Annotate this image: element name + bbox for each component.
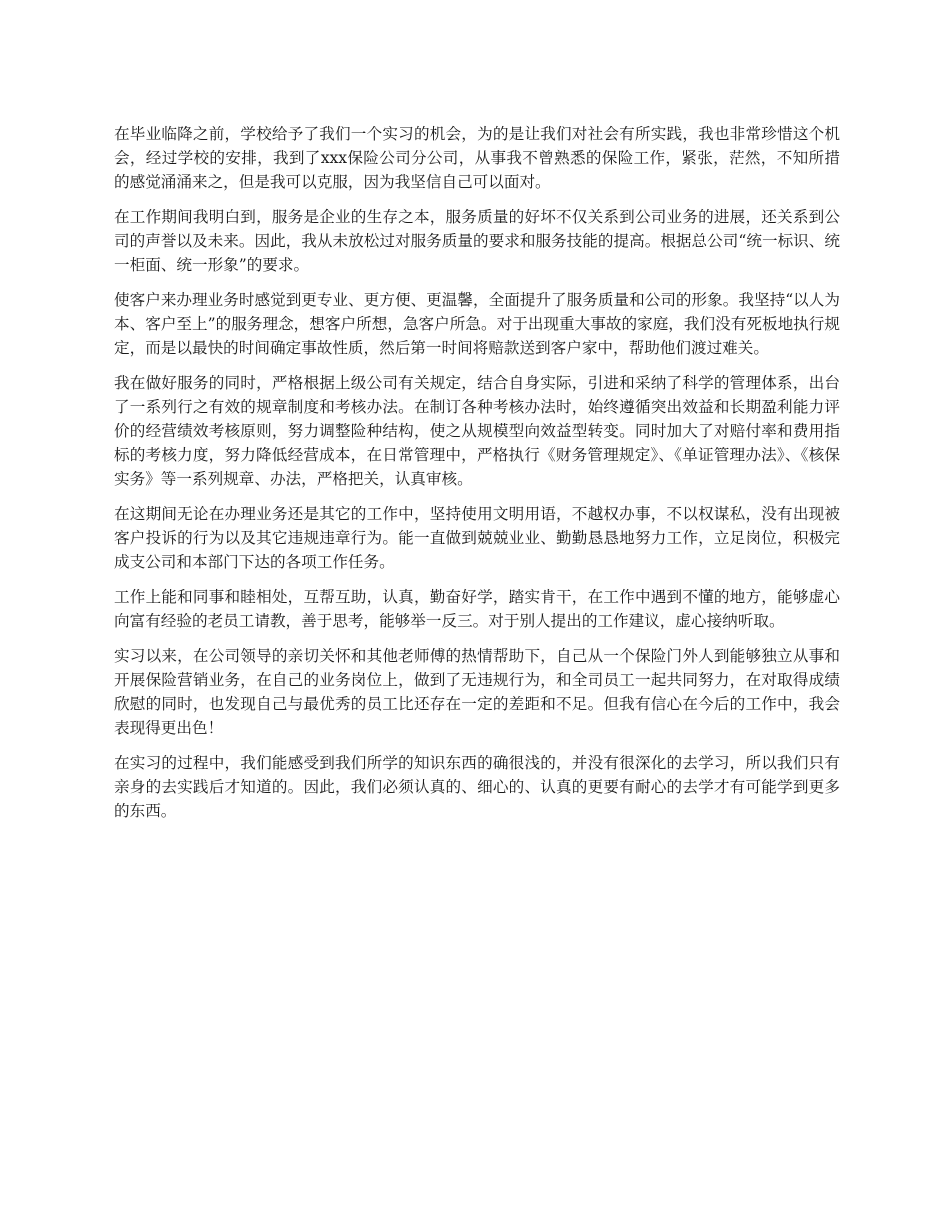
paragraph-2: 在工作期间我明白到，服务是企业的生存之本，服务质量的好坏不仅关系到公司业务的进展，还关系到公司的声誉以及未来。因此，我从未放松过对服务质量的要求和服务技能的提高。根据总公司“统一标识、统一柜面、统一形象”的要求。 — [114, 208, 840, 274]
document-page — [114, 122, 840, 834]
paragraph-3: 使客户来办理业务时感觉到更专业、更方便、更温馨，全面提升了服务质量和公司的形象。我坚持“以人为本、客户至上”的服务理念，想客户所想，急客户所急。对于出现重大事故的家庭，我们没有死板地执行规定，而是以最快的时间确定事故性质，然后第一时间将赔款送到客户家中，帮助他们渡过难关。 — [114, 291, 840, 357]
paragraph-7: 实习以来，在公司领导的亲切关怀和其他老师傅的热情帮助下，自己从一个保险门外人到能够独立从事和开展保险营销业务，在自己的业务岗位上，做到了无违规行为，和全司员工一起共同努力，在对取得成绩欣慰的同时，也发现自己与最优秀的员工比还存在一定的差距和不足。但我有信心在今后的工作中，我会表现得更出色！ — [114, 647, 840, 737]
paragraph-1: 在毕业临降之前，学校给予了我们一个实习的机会，为的是让我们对社会有所实践，我也非常珍惜这个机会，经过学校的安排，我到了xxx保险公司分公司，从事我不曾熟悉的保险工作，紧张，茫然，不知所措的感觉涌涌来之，但是我可以克服，因为我坚信自己可以面对。 — [114, 125, 840, 191]
paragraph-6: 工作上能和同事和睦相处，互帮互助，认真，勤奋好学，踏实肯干，在工作中遇到不懂的地方，能够虚心向富有经验的老员工请教，善于思考，能够举一反三。对于别人提出的工作建议，虚心接纳听取。 — [114, 588, 840, 630]
paragraph-8: 在实习的过程中，我们能感受到我们所学的知识东西的确很浅的，并没有很深化的去学习，所以我们只有亲身的去实践后才知道的。因此，我们必须认真的、细心的、认真的更要有耐心的去学才有可能学到更多的东西。 — [114, 754, 840, 820]
paragraph-4: 我在做好服务的同时，严格根据上级公司有关规定，结合自身实际，引进和采纳了科学的管理体系，出台了一系列行之有效的规章制度和考核办法。在制订各种考核办法时，始终遵循突出效益和长期盈利能力评价的经营绩效考核原则，努力调整险种结构，使之从规模型向效益型转变。同时加大了对赔付率和费用指标的考核力度，努力降低经营成本，在日常管理中，严格执行《财务管理规定》、《单证管理办法》、《核保实务》等一系列规章、办法，严格把关，认真审核。 — [114, 374, 840, 488]
paragraph-5: 在这期间无论在办理业务还是其它的工作中，坚持使用文明用语，不越权办事，不以权谋私，没有出现被客户投诉的行为以及其它违规违章行为。能一直做到兢兢业业、勤勤恳恳地努力工作，立足岗位，积极完成支公司和本部门下达的各项工作任务。 — [114, 505, 840, 571]
